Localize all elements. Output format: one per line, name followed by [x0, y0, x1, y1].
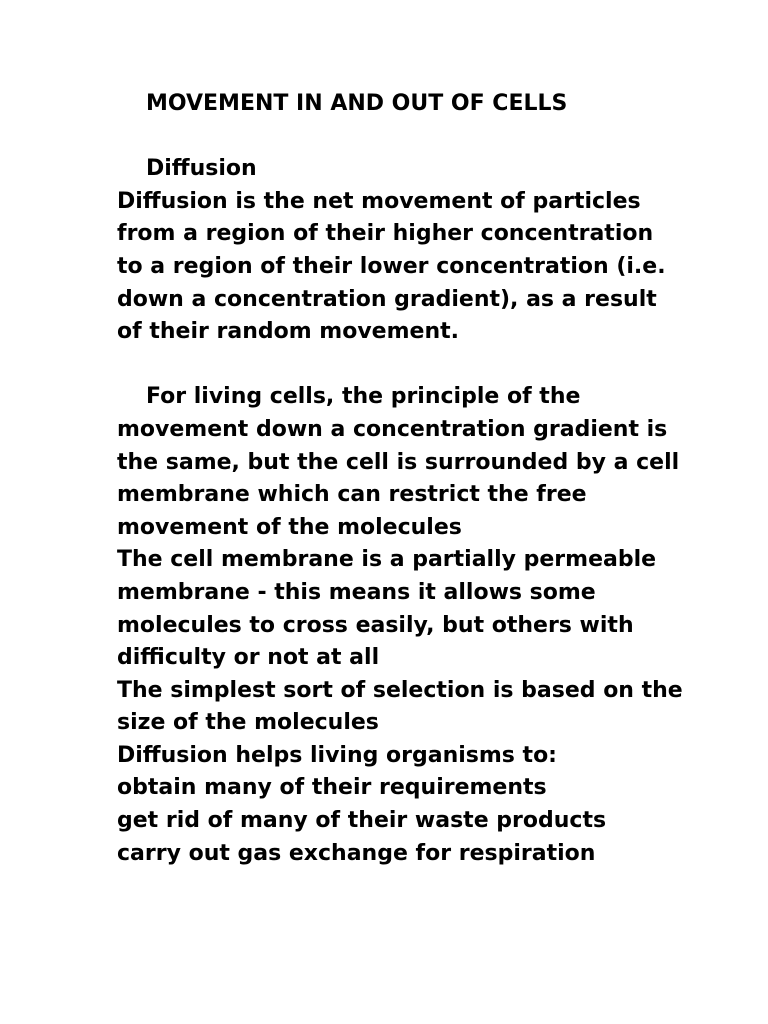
list-item: carry out gas exchange for respiration [117, 840, 596, 866]
paragraph-line: to a region of their lower concentration (i.e. [117, 253, 666, 279]
section-heading: Diffusion [146, 156, 257, 182]
paragraph-line: down a concentration gradient), as a result [117, 286, 657, 312]
paragraph-line: For living cells, the principle of the [146, 384, 581, 410]
paragraph-line: membrane - this means it allows some [117, 579, 596, 605]
paragraph-line: Diffusion is the net movement of particles [117, 188, 641, 214]
paragraph-line: of their random movement. [117, 319, 459, 345]
paragraph-line: membrane which can restrict the free [117, 482, 587, 508]
blank-line [117, 349, 677, 382]
paragraph-line: molecules to cross easily, but others with [117, 612, 634, 638]
paragraph-line: size of the molecules [117, 710, 379, 736]
paragraph-line: difficulty or not at all [117, 645, 380, 671]
list-item: obtain many of their requirements [117, 775, 547, 801]
document-title: MOVEMENT IN AND OUT OF CELLS [146, 91, 568, 116]
paragraph-line: movement of the molecules [117, 514, 462, 540]
paragraph-line: from a region of their higher concentration [117, 221, 654, 247]
document-body [117, 88, 683, 870]
paragraph-line: Diffusion helps living organisms to: [117, 742, 557, 768]
paragraph-line: The simplest sort of selection is based on the [117, 677, 683, 703]
paragraph-line: the same, but the cell is surrounded by a cell [117, 449, 680, 475]
paragraph-line: The cell membrane is a partially permeable [117, 547, 657, 573]
blank-line [117, 121, 677, 154]
list-item: get rid of many of their waste products [117, 808, 607, 834]
paragraph-line: movement down a concentration gradient is [117, 416, 668, 442]
